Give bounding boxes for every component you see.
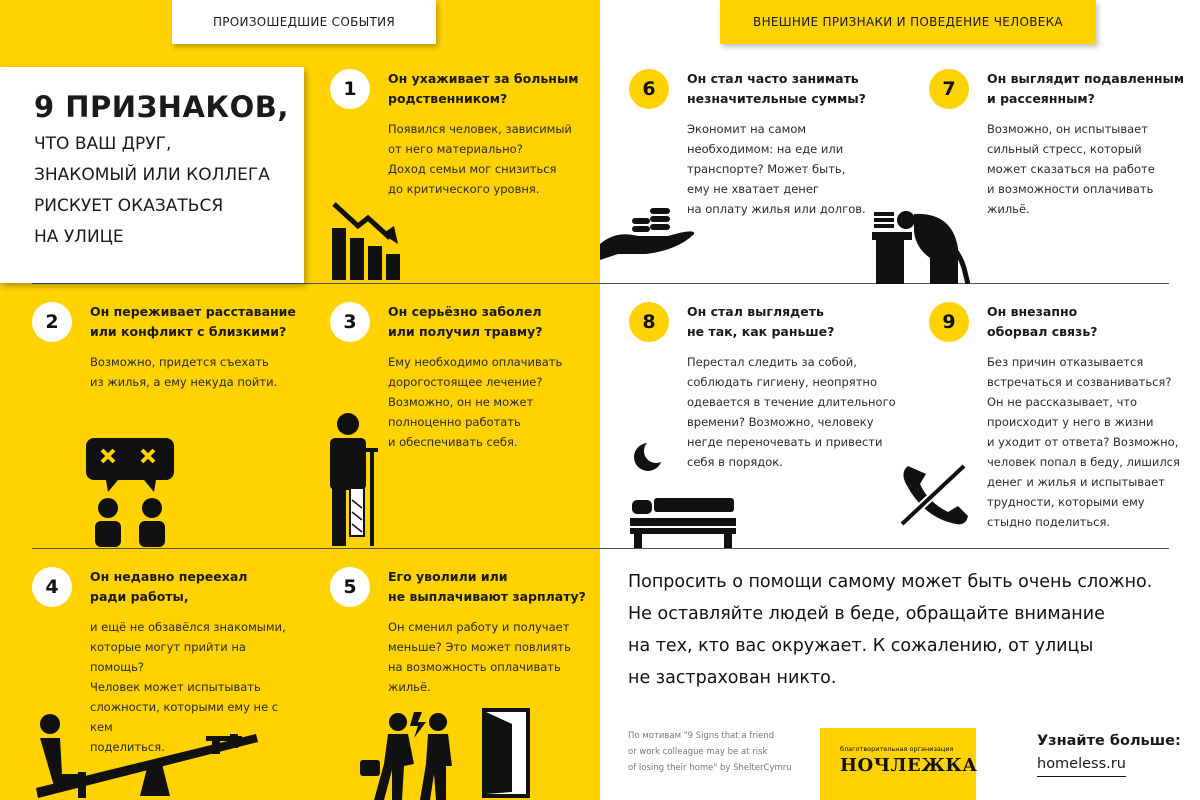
body-line: необходимом: на еде или	[687, 142, 844, 156]
heading-line: и рассеянным?	[987, 91, 1095, 106]
body-line: стыдно поделиться.	[987, 515, 1111, 529]
body-line: меньше? Это может повлиять	[388, 640, 571, 654]
sign-1	[330, 69, 600, 199]
callout-line: Попросить о помощи самому может быть очень сложно.	[628, 572, 1153, 592]
body-line: может сказаться на работе	[987, 162, 1155, 176]
body-line: времени? Возможно, человеку	[687, 415, 874, 429]
heading-line: Он недавно переехал	[90, 569, 248, 584]
body-line: Ему необходимо оплачивать	[388, 355, 563, 369]
body-line: денег и жилья и испытывает	[987, 475, 1165, 489]
sign-5	[330, 567, 600, 697]
sign-body	[388, 352, 600, 452]
body-line: Доход семьи мог снизиться	[388, 162, 557, 176]
body-line: до критического уровня.	[388, 182, 540, 196]
sign-number: 9	[929, 302, 969, 342]
learn-more-label: Узнайте больше:	[1037, 733, 1181, 749]
moon-icon	[630, 440, 670, 474]
organization-logo[interactable]	[820, 728, 976, 800]
tab-events	[172, 0, 436, 44]
sign-number: 3	[330, 302, 370, 342]
credit-line: По мотивам "9 Signs that a friend	[628, 731, 775, 741]
sign-2	[32, 302, 302, 392]
sign-body	[687, 119, 899, 219]
crossed-phone-icon	[898, 462, 970, 528]
heading-line: ради работы,	[90, 589, 189, 604]
heading-line: или получил травму?	[388, 324, 543, 339]
body-line: Возможно, он не может	[388, 395, 534, 409]
heading-line: Он ухаживает за больным	[388, 71, 579, 86]
title-card	[0, 67, 304, 283]
heading-line: не выплачивают зарплату?	[388, 589, 586, 604]
body-line: Экономит на самом	[687, 122, 807, 136]
sign-heading	[388, 69, 600, 109]
sign-body	[90, 352, 302, 392]
sign-heading	[987, 302, 1199, 342]
hand-coins-icon	[598, 204, 698, 260]
divider-row-1	[32, 283, 1169, 284]
sign-number: 2	[32, 302, 72, 342]
body-line: соблюдать гигиену, неопрятно	[687, 375, 877, 389]
body-line: Он сменил работу и получает	[388, 620, 570, 634]
callout-line: на тех, кто вас окружает. К сожалению, от улицы	[628, 636, 1094, 656]
body-line: сложности, которыми ему не с кем	[90, 700, 279, 734]
credit-line: of losing their home" by ShelterCymru	[628, 763, 792, 773]
body-line: поделиться.	[90, 740, 165, 754]
body-line: встречаться и созваниваться?	[987, 375, 1172, 389]
body-line: от него материально?	[388, 142, 523, 156]
sign-7	[929, 69, 1199, 219]
body-line: себя в порядок.	[687, 455, 783, 469]
body-line: человек попал в беду, лишился	[987, 455, 1180, 469]
body-line: негде переночевать и привести	[687, 435, 883, 449]
seesaw-person-icon	[30, 712, 262, 798]
heading-line: или конфликт с близкими?	[90, 324, 287, 339]
sign-heading	[388, 302, 600, 342]
heading-line: Он переживает расставание	[90, 304, 296, 319]
sign-heading	[90, 567, 302, 607]
sign-number: 8	[629, 302, 669, 342]
sign-heading	[987, 69, 1199, 109]
body-line: Перестал следить за собой,	[687, 355, 857, 369]
callout-text	[628, 566, 1188, 694]
heading-line: Его уволили или	[388, 569, 508, 584]
website-link[interactable]: homeless.ru	[1037, 752, 1126, 777]
sign-body	[987, 119, 1199, 219]
heading-line: Он выглядит подавленным	[987, 71, 1185, 86]
body-line: одевается в течение длительного	[687, 395, 896, 409]
sign-number: 7	[929, 69, 969, 109]
sign-body	[388, 119, 600, 199]
body-line: происходит у него в жизни	[987, 415, 1154, 429]
callout-line: Не оставляйте людей в беде, обращайте внимание	[628, 604, 1105, 624]
injured-person-crutch-icon	[322, 412, 382, 548]
sign-number: 1	[330, 69, 370, 109]
title-line: РИСКУЕТ ОКАЗАТЬСЯ	[34, 196, 224, 216]
sign-number: 6	[629, 69, 669, 109]
title-subtitle	[34, 129, 304, 253]
heading-line: родственником?	[388, 91, 508, 106]
tab-signs-label: ВНЕШНИЕ ПРИЗНАКИ И ПОВЕДЕНИЕ ЧЕЛОВЕКА	[753, 15, 1063, 29]
body-line: и уходит от ответа? Возможно,	[987, 435, 1179, 449]
heading-line: Он внезапно	[987, 304, 1078, 319]
body-line: Возможно, придется съехать	[90, 355, 269, 369]
body-line: которые могут прийти на помощь?	[90, 640, 246, 674]
sign-number: 5	[330, 567, 370, 607]
title-line: НА УЛИЦЕ	[34, 227, 124, 247]
body-line: и обеспечивать себя.	[388, 435, 518, 449]
body-line: Человек может испытывать	[90, 680, 261, 694]
heading-line: не так, как раньше?	[687, 324, 835, 339]
sign-body	[388, 617, 600, 697]
sign-heading	[687, 69, 899, 109]
body-line: и возможности оплачивать	[987, 182, 1154, 196]
title-big: 9 ПРИЗНАКОВ,	[34, 90, 289, 124]
source-credit	[628, 728, 798, 776]
body-line: Возможно, он испытывает	[987, 122, 1148, 136]
logo-org-type: благотворительная организация	[840, 745, 954, 753]
sign-heading	[687, 302, 899, 342]
tab-signs-behaviour	[720, 0, 1096, 44]
body-line: жильё.	[388, 680, 431, 694]
heading-line: Он серьёзно заболел	[388, 304, 542, 319]
body-line: дорогостоящее лечение?	[388, 375, 543, 389]
conflict-people-icon	[84, 436, 178, 548]
heading-line: оборвал связь?	[987, 324, 1098, 339]
heading-line: Он стал часто занимать	[687, 71, 859, 86]
title-line: ЗНАКОМЫЙ ИЛИ КОЛЛЕГА	[34, 165, 270, 185]
learn-more	[1037, 730, 1181, 777]
heading-line: незначительные суммы?	[687, 91, 866, 106]
sign-body	[687, 352, 899, 472]
body-line: сильный стресс, который	[987, 142, 1142, 156]
sign-heading	[90, 302, 302, 342]
callout-line: не застрахован никто.	[628, 668, 837, 688]
body-line: и ещё не обзавёлся знакомыми,	[90, 620, 286, 634]
sign-heading	[388, 567, 600, 607]
sleeping-bench-icon	[628, 494, 738, 548]
body-line: транспорте? Может быть,	[687, 162, 846, 176]
body-line: ему не хватает денег	[687, 182, 819, 196]
body-line: на возможность оплачивать	[388, 660, 561, 674]
body-line: Он не рассказывает, что	[987, 395, 1138, 409]
declining-chart-icon	[328, 198, 402, 284]
body-line: Появился человек, зависимый	[388, 122, 572, 136]
stressed-desk-person-icon	[870, 208, 970, 284]
sign-body	[987, 352, 1199, 532]
heading-line: Он стал выглядеть	[687, 304, 824, 319]
body-line: полноценно работать	[388, 415, 521, 429]
body-line: из жилья, а ему некуда пойти.	[90, 375, 278, 389]
divider-row-2	[32, 548, 1169, 549]
sign-6	[629, 69, 899, 219]
fired-people-door-icon	[356, 708, 532, 800]
body-line: жильё.	[987, 202, 1030, 216]
body-line: Без причин отказывается	[987, 355, 1144, 369]
body-line: на оплату жилья или долгов.	[687, 202, 866, 216]
tab-events-label: ПРОИЗОШЕДШИЕ СОБЫТИЯ	[212, 15, 396, 29]
sign-number: 4	[32, 567, 72, 607]
credit-line: or work colleague may be at risk	[628, 747, 768, 757]
title-line: ЧТО ВАШ ДРУГ,	[34, 134, 172, 154]
logo-name: НОЧЛЕЖКА	[840, 755, 978, 776]
body-line: трудности, которыми ему	[987, 495, 1145, 509]
